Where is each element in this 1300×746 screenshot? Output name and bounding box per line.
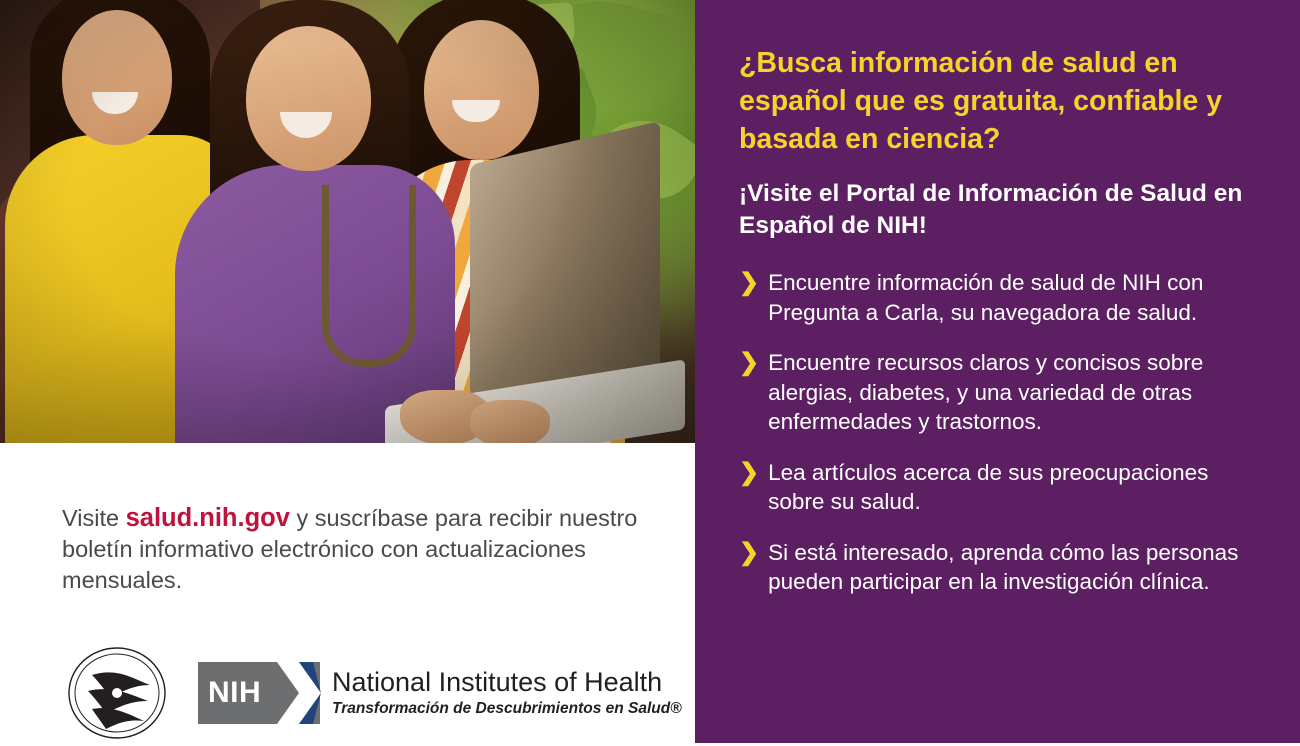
list-item-text: Encuentre recursos claros y concisos sobre alergias, diabetes, y una variedad de otras enfermedades y trastornos.: [768, 350, 1204, 434]
salud-url-link[interactable]: salud.nih.gov: [125, 503, 290, 532]
nih-tagline: Transformación de Descubrimientos en Salud®: [332, 700, 682, 717]
nih-chevron-icon: [277, 662, 321, 724]
chevron-right-icon: ❯: [739, 269, 760, 296]
list-item: [739, 458, 1260, 517]
hhs-seal-logo: [62, 645, 172, 741]
list-item-text: Si está interesado, aprenda cómo las personas pueden participar en la investigación clínica.: [768, 539, 1239, 594]
right-panel: [695, 0, 1300, 743]
nih-logo: [198, 662, 682, 724]
hhs-seal-icon: [62, 645, 172, 741]
benefits-list: [739, 268, 1260, 597]
chevron-right-icon: ❯: [739, 458, 760, 486]
list-item-text: Encuentre información de salud de NIH con Pregunta a Carla, su navegadora de salud.: [768, 270, 1204, 325]
logo-row: [0, 619, 695, 741]
nih-wordmark: [332, 667, 682, 719]
list-item: [739, 348, 1260, 437]
list-item: [739, 268, 1260, 327]
visit-prefix: Visite: [62, 504, 126, 531]
nih-mark-label: NIH: [208, 676, 262, 709]
list-item-text: Lea artículos acerca de sus preocupaciones sobre su salud.: [768, 459, 1209, 514]
visit-suffix: y suscríbase para recibir nuestro boletín informativo electrónico con actualizaciones mensuales.: [62, 504, 638, 593]
nih-title: National Institutes of Health: [332, 667, 663, 697]
visit-sentence: [62, 503, 653, 596]
nih-mark: [198, 662, 320, 724]
list-item: [739, 538, 1260, 597]
family-laptop-photo: [0, 0, 695, 443]
subheadline: ¡Visite el Portal de Información de Salud en Español de NIH!: [739, 180, 1243, 239]
chevron-right-icon: ❯: [739, 349, 760, 376]
newsletter-callout: [0, 443, 695, 596]
photo-vignette: [0, 0, 695, 443]
headline: ¿Busca información de salud en español que es gratuita, confiable y basada en ciencia?: [739, 47, 1223, 155]
chevron-right-icon: ❯: [739, 538, 760, 566]
